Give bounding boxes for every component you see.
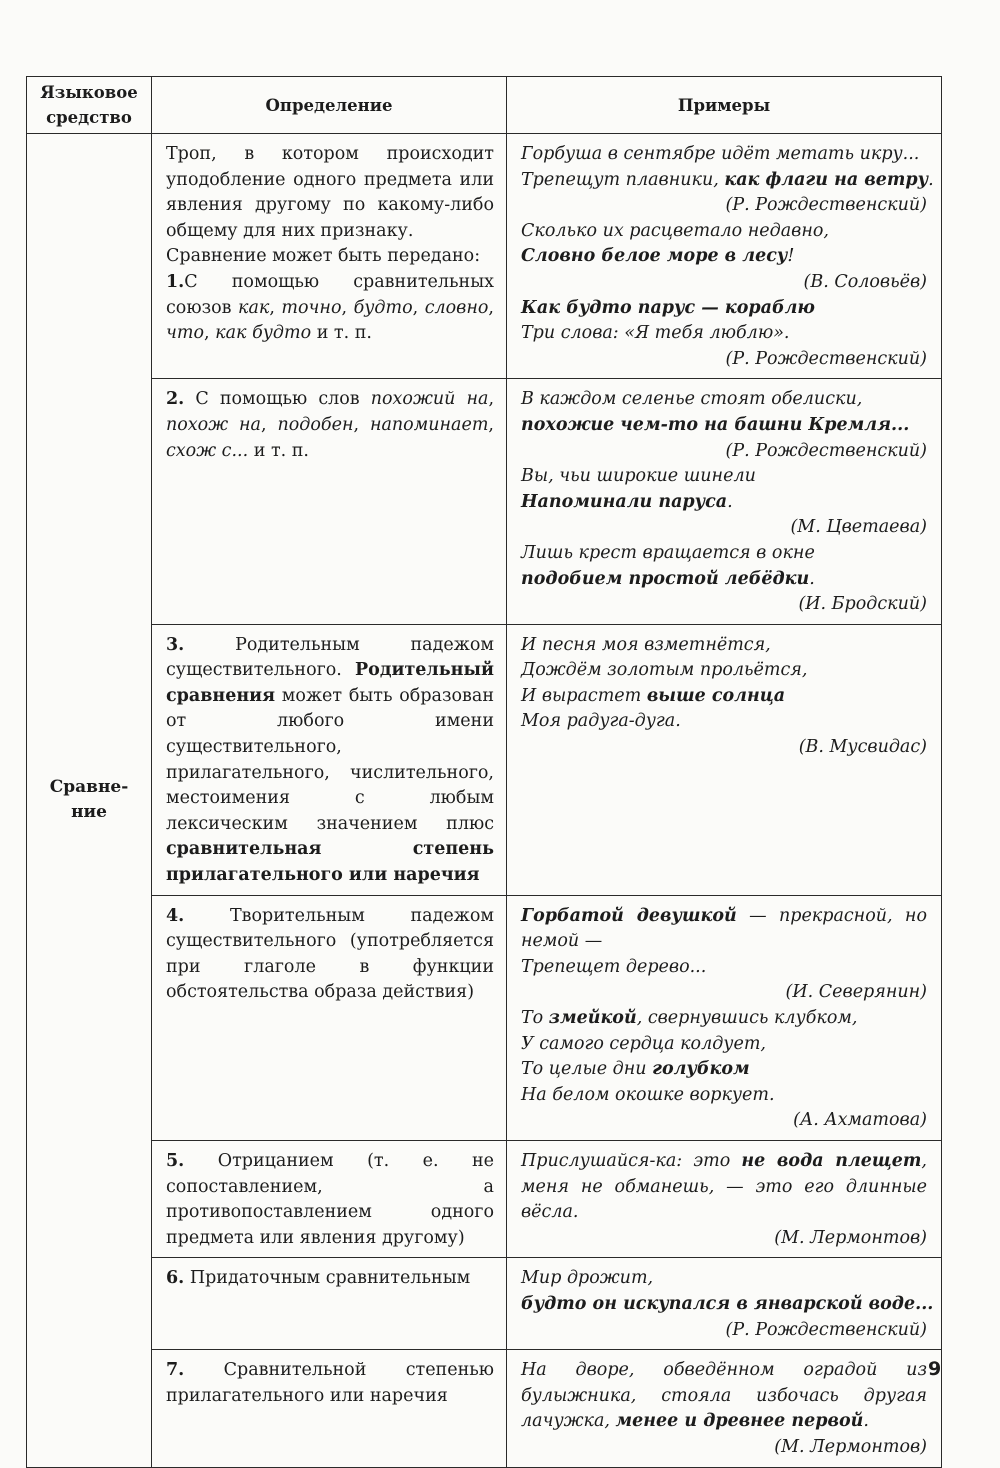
example-line: То змейкой, свернувшись клубком,: [521, 1008, 858, 1028]
example-author: (М. Лермонтов): [774, 1436, 927, 1457]
table-row: [27, 1140, 942, 1257]
example-line: И вырастет выше солнца: [521, 685, 786, 706]
definition-cell: [152, 134, 507, 379]
definition-item-7: 7. Сравнительной степенью прилагательного или наречия: [166, 1360, 494, 1406]
example-line: Напоминали паруса.: [521, 491, 733, 512]
examples-cell: [507, 1140, 942, 1257]
definition-item-6: 6. Придаточным сравнительным: [166, 1268, 471, 1289]
table-row: [27, 624, 942, 895]
header-col-examples: Примеры: [507, 77, 942, 134]
header-col-definition: Определение: [152, 77, 507, 134]
definition-item-1: 1.С помощью сравнительных союзов как, точно, будто, словно, что, как будто и т. п.: [166, 271, 494, 344]
example-line: И песня моя взметнётся,: [521, 634, 771, 655]
table-header-row: [27, 77, 942, 134]
example-author: (А. Ахматова): [793, 1110, 927, 1131]
definition-intro: Троп, в котором происходит уподобление одного предмета или явления другому по какому-либо общему для них признаку.: [166, 144, 494, 241]
term-line-1: Сравне-: [49, 777, 129, 798]
example-author: (В. Мусвидас): [798, 737, 927, 758]
definition-item-2: 2. С помощью слов похожий на, похож на, подобен, напоминает, схож с... и т. п.: [166, 389, 495, 461]
example-line: Сколько их расцветало недавно,: [521, 220, 829, 241]
definition-item-3: 3. Родительным падежом существительного. Родительный сравнения может быть образован от любого имени существительного, прилагательного, числительного, местоимения с любым лексическим значением плюс сравнительная степень прилагательного или наречия: [166, 634, 494, 886]
definition-cell: [152, 1350, 507, 1467]
example-line: Три слова: «Я тебя люблю».: [521, 323, 790, 344]
examples-cell: [507, 1258, 942, 1350]
example-line: подобием простой лебёдки.: [521, 568, 815, 589]
example-author: (Р. Рождественский): [725, 1319, 927, 1340]
page-number: 9: [928, 1358, 942, 1380]
table-row: [27, 895, 942, 1140]
example-line: Горбуша в сентябре идёт метать икру...: [521, 144, 920, 164]
example-author: (И. Бродский): [798, 594, 927, 615]
term-line-2: ние: [71, 802, 107, 823]
definition-intro-2: Сравнение может быть передано:: [166, 246, 481, 267]
definition-cell: [152, 624, 507, 895]
example-line: Моя радуга-дуга.: [521, 711, 681, 732]
example-author: (Р. Рождественский): [725, 195, 927, 216]
example-line: На дворе, обведённом оградой из булыжника, стояла избочась другая лачужка, менее и древнее первой.: [521, 1360, 927, 1432]
example-author: (И. Северянин): [785, 982, 927, 1003]
definition-item-5: 5. Отрицанием (т. е. не сопоставлением, а противопоставлением одного предмета или явления другому): [166, 1150, 494, 1248]
example-line: похожие чем-то на башни Кремля...: [521, 414, 910, 435]
example-author: (М. Лермонтов): [774, 1227, 927, 1248]
examples-cell: [507, 1350, 942, 1467]
examples-cell: [507, 895, 942, 1140]
examples-cell: [507, 379, 942, 624]
example-line: Трепещет дерево...: [521, 956, 707, 977]
example-line: Прислушайся-ка: это не вода плещет, меня не обманешь, — это его длинные вёсла.: [521, 1150, 927, 1223]
table-row: [27, 1350, 942, 1467]
example-line: В каждом селенье стоят обелиски,: [521, 389, 863, 410]
example-line: будто он искупался в январской воде...: [521, 1293, 934, 1314]
definition-cell: [152, 1140, 507, 1257]
term-cell: [27, 134, 152, 1468]
example-author: (Р. Рождественский): [725, 440, 927, 461]
example-line: Трепещут плавники, как флаги на ветру.: [521, 169, 934, 190]
example-line: Горбатой девушкой — прекрасной, но немой —: [521, 905, 927, 952]
example-line: Дождём золотым прольётся,: [521, 660, 808, 681]
example-line: Лишь крест вращается в окне: [521, 542, 815, 563]
table-row: [27, 134, 942, 379]
definition-cell: [152, 379, 507, 624]
header-col-means: Языковое средство: [27, 77, 152, 134]
comparison-table: [26, 76, 942, 1468]
definition-item-4: 4. Творительным падежом существительного (употребляется при глаголе в функции обстоятельства образа действия): [166, 905, 494, 1003]
example-author: (М. Цветаева): [790, 517, 927, 538]
example-author: (В. Соловьёв): [803, 271, 927, 292]
example-line: У самого сердца колдует,: [521, 1033, 766, 1054]
definition-cell: [152, 1258, 507, 1350]
example-line: Словно белое море в лесу!: [521, 246, 795, 267]
example-line: Вы, чьи широкие шинели: [521, 466, 756, 487]
examples-cell: [507, 624, 942, 895]
table-row: [27, 379, 942, 624]
example-line: Как будто парус — кораблю: [521, 297, 815, 318]
example-author: (Р. Рождественский): [725, 348, 927, 369]
example-line: То целые дни голубком: [521, 1059, 750, 1080]
table-row: [27, 1258, 942, 1350]
example-line: Мир дрожит,: [521, 1268, 654, 1289]
examples-cell: [507, 134, 942, 379]
definition-cell: [152, 895, 507, 1140]
example-line: На белом окошке воркует.: [521, 1084, 775, 1105]
